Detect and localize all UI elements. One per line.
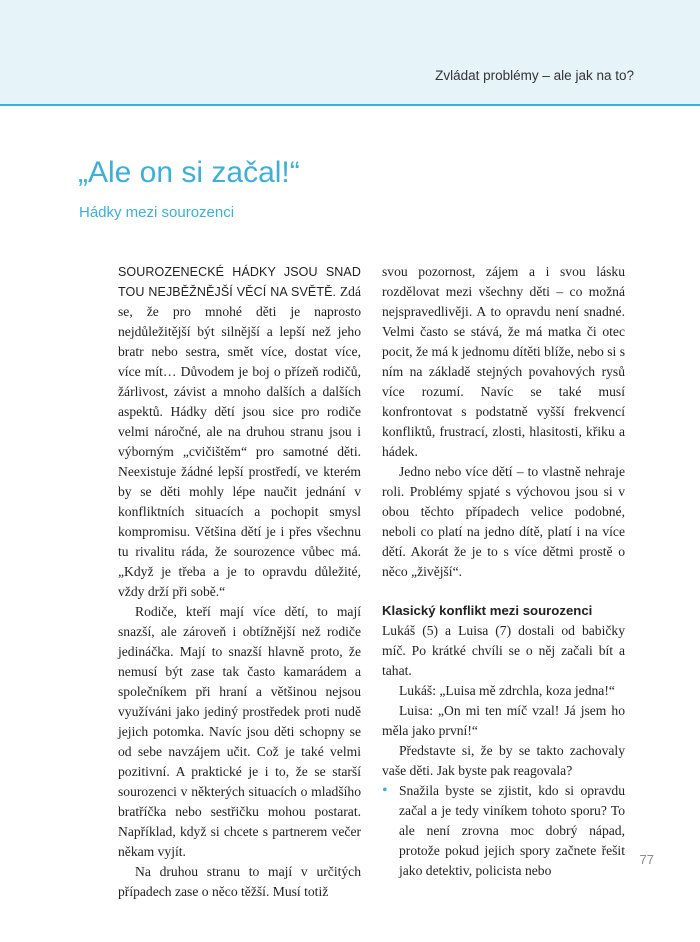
paragraph-text: Zdá se, že pro mnohé děti je naprosto nejdůležitější být silnější a lepší než jeho bratr nebo sestra, smět více, dostat více, více mít… Důvodem je boj o přízeň rodičů, žárlivost, závist a mnoho dalších a dalších aspektů. Hádky dětí jsou sice pro rodiče velmi náročné, ale na druhou stranu jsou i výborným „cvičištěm“ pro samotné děti. Neexistuje žádné lepší prostředí, ve kterém by se děti mohly lépe naučit jednání v konfliktních situacích a pochopit smysl kompromisu. Většina dětí je i přes všechnu tu rivalitu ráda, že sourozence vůbec má. „Když je třeba a je to opravdu důležité, vždy drží při sobě.“: [118, 284, 361, 599]
left-column: [118, 262, 361, 902]
paragraph: Rodiče, kteří mají více dětí, to mají snazší, ale zároveň i obtížnější než rodiče jedináčka. Mají to snazší hlavně proto, že nemusí být zase tak často kamarádem a společníkem při hraní a většinou nejsou využíváni jako jediný prostředek proti nudě jejich potomka. Navíc jsou děti schopny se od sebe navzájem učit. Což je také velmi pozitivní. A praktické je i to, že se starší sourozenci v některých situacích o mladšího bratříčka nebo sestřičku mohou postarat. Například, když si chcete s partnerem večer někam vyjít.: [118, 604, 361, 859]
lead-caps: SOUROZENECKÉ HÁDKY JSOU SNAD TOU NEJBĚŽNĚJŠÍ VĚCÍ NA SVĚTĚ.: [118, 265, 361, 299]
paragraph: Lukáš (5) a Luisa (7) dostali od babičky míč. Po krátké chvíli se o něj začali bít a tahat.: [382, 623, 625, 678]
header-band: [0, 0, 700, 106]
dialog-line: Luisa: „On mi ten míč vzal! Já jsem ho měla jako první!“: [382, 703, 625, 738]
running-head: Zvládat problémy – ale jak na to?: [435, 68, 634, 83]
page-number: 77: [639, 852, 654, 867]
paragraph: Představte si, že by se takto zachovaly vaše děti. Jak byste pak reagovala?: [382, 743, 625, 778]
paragraph: Na druhou stranu to mají v určitých případech zase o něco těžší. Musí totiž: [118, 864, 361, 899]
chapter-title: „Ale on si začal!“: [78, 156, 300, 189]
section-subheading: Klasický konflikt mezi sourozenci: [382, 603, 593, 618]
bullet-item: [382, 781, 625, 881]
paragraph: svou pozornost, zájem a i svou lásku rozdělovat mezi všechny děti – co možná nejspravedlivěji. A to opravdu není snadné. Velmi často se stává, že má matka či otec pocit, že má k jednomu dítěti blíže, nebo si s ním na základě stejných povahových rysů více rozumí. Navíc se také musí konfrontovat s podstatně vyšší frekvencí konfliktů, frustrací, zlosti, hlasitosti, křiku a hádek.: [382, 264, 625, 459]
dialog-line: Lukáš: „Luisa mě zdrchla, koza jedna!“: [399, 683, 615, 698]
chapter-subtitle: Hádky mezi sourozenci: [79, 204, 235, 221]
right-column: [382, 262, 625, 881]
bullet-text: Snažila byste se zjistit, kdo si opravdu začal a je tedy viníkem tohoto sporu? To ale není zrovna moc dobrý nápad, protože pokud jejich spory začnete řešit jako detektiv, policista nebo: [399, 783, 625, 878]
paragraph: Jedno nebo více dětí – to vlastně nehraje roli. Problémy spjaté s výchovou jsou si v obou těchto případech velice podobné, neboli co platí na jedno dítě, platí i na více dětí. Akorát že je to s více dětmi prostě o něco „živější“.: [382, 464, 625, 579]
paragraph: [118, 262, 361, 602]
bullet-icon: •: [382, 782, 388, 799]
